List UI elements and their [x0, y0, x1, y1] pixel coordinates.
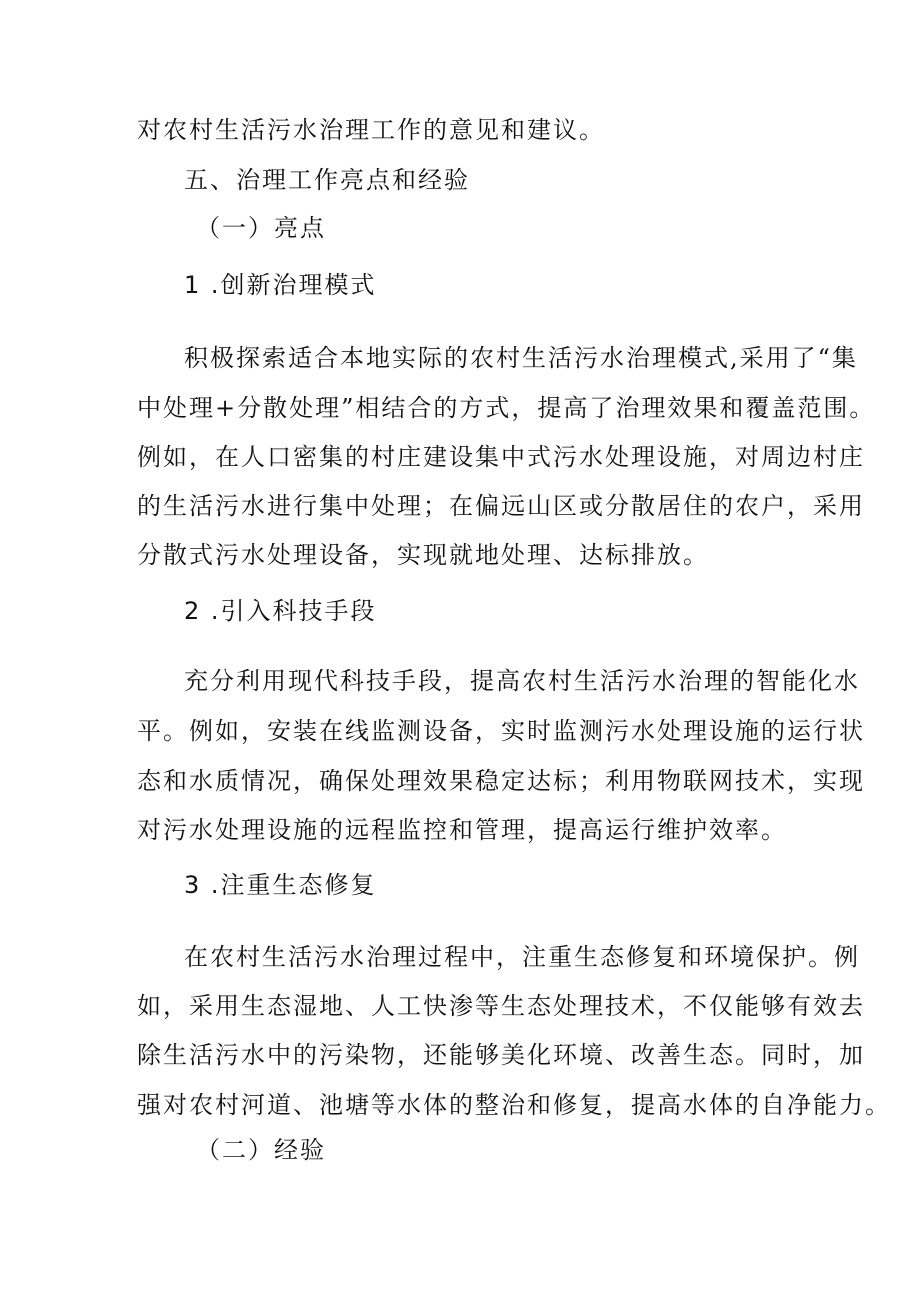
item-heading: 3 .注重生态修复	[184, 871, 377, 899]
subsection-heading: （二）经验	[196, 1136, 326, 1164]
intro-tail-paragraph: 对农村生活污水治理工作的意见和建议。	[137, 116, 605, 144]
paragraph-line: 积极探索适合本地实际的农村生活污水治理模式,采用了“集	[184, 344, 858, 372]
section-heading: 五、治理工作亮点和经验	[184, 166, 470, 194]
paragraph-line: 强对农村河道、池塘等水体的整治和修复，提高水体的自净能力。	[137, 1091, 891, 1119]
paragraph-line: 例如，在人口密集的村庄建设集中式污水处理设施，对周边村庄	[137, 443, 865, 471]
paragraph-line: 如，采用生态湿地、人工快渗等生态处理技术，不仅能够有效去	[137, 992, 865, 1020]
subsection-heading: （一）亮点	[196, 214, 326, 242]
paragraph-line: 在农村生活污水治理过程中，注重生态修复和环境保护。例	[184, 943, 860, 971]
paragraph-line: 分散式污水处理设备，实现就地处理、达标排放。	[137, 541, 709, 569]
item-heading: 1 .创新治理模式	[184, 271, 377, 299]
paragraph-line: 中处理+分散处理”相结合的方式，提高了治理效果和覆盖范围。	[137, 394, 876, 422]
paragraph-line: 态和水质情况，确保处理效果稳定达标；利用物联网技术，实现	[137, 767, 865, 795]
paragraph-line: 对污水处理设施的远程监控和管理，提高运行维护效率。	[137, 816, 787, 844]
paragraph-line: 充分利用现代科技手段，提高农村生活污水治理的智能化水	[184, 667, 860, 695]
paragraph-line: 除生活污水中的污染物，还能够美化环境、改善生态。同时，加	[137, 1041, 865, 1069]
paragraph-line: 平。例如，安装在线监测设备，实时监测污水处理设施的运行状	[137, 717, 865, 745]
paragraph-line: 的生活污水进行集中处理；在偏远山区或分散居住的农户，采用	[137, 492, 865, 520]
item-heading: 2 .引入科技手段	[184, 597, 377, 625]
